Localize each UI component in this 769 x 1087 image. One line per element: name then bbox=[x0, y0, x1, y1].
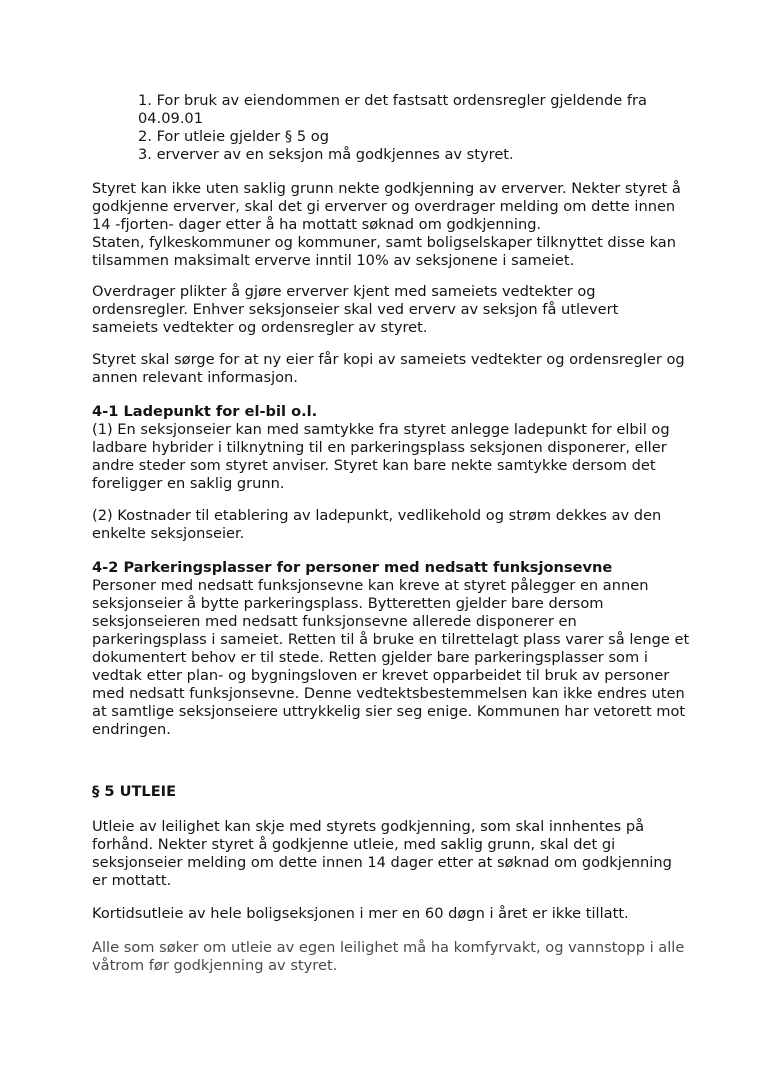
text-line: tilsammen maksimalt erverve inntil 10% av seksjonene i sameiet. bbox=[92, 252, 575, 269]
text-line: foreligger en saklig grunn. bbox=[92, 475, 285, 492]
section-4-2 bbox=[92, 559, 702, 739]
section-5-short-term bbox=[92, 905, 702, 923]
list-item bbox=[138, 128, 647, 146]
paragraph-transferor bbox=[92, 283, 702, 337]
text-line: (1) En seksjonseier kan med samtykke fra styret anlegge ladepunkt for elbil og bbox=[92, 421, 670, 438]
text-line: vedtak etter plan- og bygningsloven er krevet opparbeidet til bruk av personer bbox=[92, 667, 670, 684]
text-line: at samtlige seksjonseiere uttrykkelig sier seg enige. Kommunen har vetorett mot bbox=[92, 703, 686, 720]
text-line: Styret kan ikke uten saklig grunn nekte godkjenning av erverver. Nekter styret å bbox=[92, 180, 681, 197]
text-line: Personer med nedsatt funksjonsevne kan kreve at styret pålegger en annen bbox=[92, 577, 649, 594]
text-line: endringen. bbox=[92, 721, 171, 738]
section-heading: 4-1 Ladepunkt for el-bil o.l. bbox=[92, 403, 318, 420]
text-line: våtrom før godkjenning av styret. bbox=[92, 957, 338, 974]
text-line: seksjonseieren med nedsatt funksjonsevne allerede disponerer en bbox=[92, 613, 577, 630]
text-line: ladbare hybrider i tilknytning til en parkeringsplass seksjonen disponerer, eller bbox=[92, 439, 667, 456]
list-item-text: 04.09.01 bbox=[138, 110, 203, 127]
section-5-safety-requirements bbox=[92, 939, 702, 975]
text-line: er mottatt. bbox=[92, 872, 172, 889]
text-line: dokumentert behov er til stede. Retten gjelder bare parkeringsplasser som i bbox=[92, 649, 648, 666]
numbered-list bbox=[138, 92, 647, 164]
text-line: Styret skal sørge for at ny eier får kopi av sameiets vedtekter og ordensregler og bbox=[92, 351, 685, 368]
paragraph-approval bbox=[92, 180, 702, 270]
text-line: ordensregler. Enhver seksjonseier skal ved erverv av seksjon få utlevert bbox=[92, 301, 619, 318]
text-line: med nedsatt funksjonsevne. Denne vedtektsbestemmelsen kan ikke endres uten bbox=[92, 685, 685, 702]
text-line: sameiets vedtekter og ordensregler av styret. bbox=[92, 319, 428, 336]
list-item-text: 2. For utleie gjelder § 5 og bbox=[138, 128, 329, 145]
text-line: seksjonseier melding om dette innen 14 dager etter at søknad om godkjenning bbox=[92, 854, 672, 871]
text-line: andre steder som styret anviser. Styret kan bare nekte samtykke dersom det bbox=[92, 457, 656, 474]
text-line: annen relevant informasjon. bbox=[92, 369, 298, 386]
text-line: (2) Kostnader til etablering av ladepunkt, vedlikehold og strøm dekkes av den bbox=[92, 507, 662, 524]
list-item-text: 1. For bruk av eiendommen er det fastsatt ordensregler gjeldende fra bbox=[138, 92, 647, 109]
text-line: 14 -fjorten- dager etter å ha mottatt søknad om godkjenning. bbox=[92, 216, 542, 233]
section-4-1-costs bbox=[92, 507, 702, 543]
text-line: seksjonseier å bytte parkeringsplass. Bytteretten gjelder bare dersom bbox=[92, 595, 604, 612]
section-4-1 bbox=[92, 403, 702, 493]
text-line: forhånd. Nekter styret å godkjenne utleie, med saklig grunn, skal det gi bbox=[92, 836, 616, 853]
list-item-text: 3. erverver av en seksjon må godkjennes av styret. bbox=[138, 146, 514, 163]
text-line: godkjenne erverver, skal det gi erverver og overdrager melding om dette innen bbox=[92, 198, 676, 215]
list-item bbox=[138, 92, 647, 128]
text-line: Alle som søker om utleie av egen leilighet må ha komfyrvakt, og vannstopp i alle bbox=[92, 939, 685, 956]
text-line: Kortidsutleie av hele boligseksjonen i mer en 60 døgn i året er ikke tillatt. bbox=[92, 905, 629, 922]
paragraph-board-copy bbox=[92, 351, 702, 387]
list-item bbox=[138, 146, 647, 164]
text-line: enkelte seksjonseier. bbox=[92, 525, 245, 542]
text-line: Utleie av leilighet kan skje med styrets godkjenning, som skal innhentes på bbox=[92, 818, 645, 835]
text-line: Overdrager plikter å gjøre erverver kjent med sameiets vedtekter og bbox=[92, 283, 596, 300]
section-heading: § 5 UTLEIE bbox=[92, 783, 177, 800]
text-line: parkeringsplass i sameiet. Retten til å bruke en tilrettelagt plass varer så lenge et bbox=[92, 631, 690, 648]
section-5-rental-approval bbox=[92, 818, 702, 890]
section-5 bbox=[92, 783, 702, 801]
text-line: Staten, fylkeskommuner og kommuner, samt boligselskaper tilknyttet disse kan bbox=[92, 234, 676, 251]
section-heading: 4-2 Parkeringsplasser for personer med nedsatt funksjonsevne bbox=[92, 559, 613, 576]
